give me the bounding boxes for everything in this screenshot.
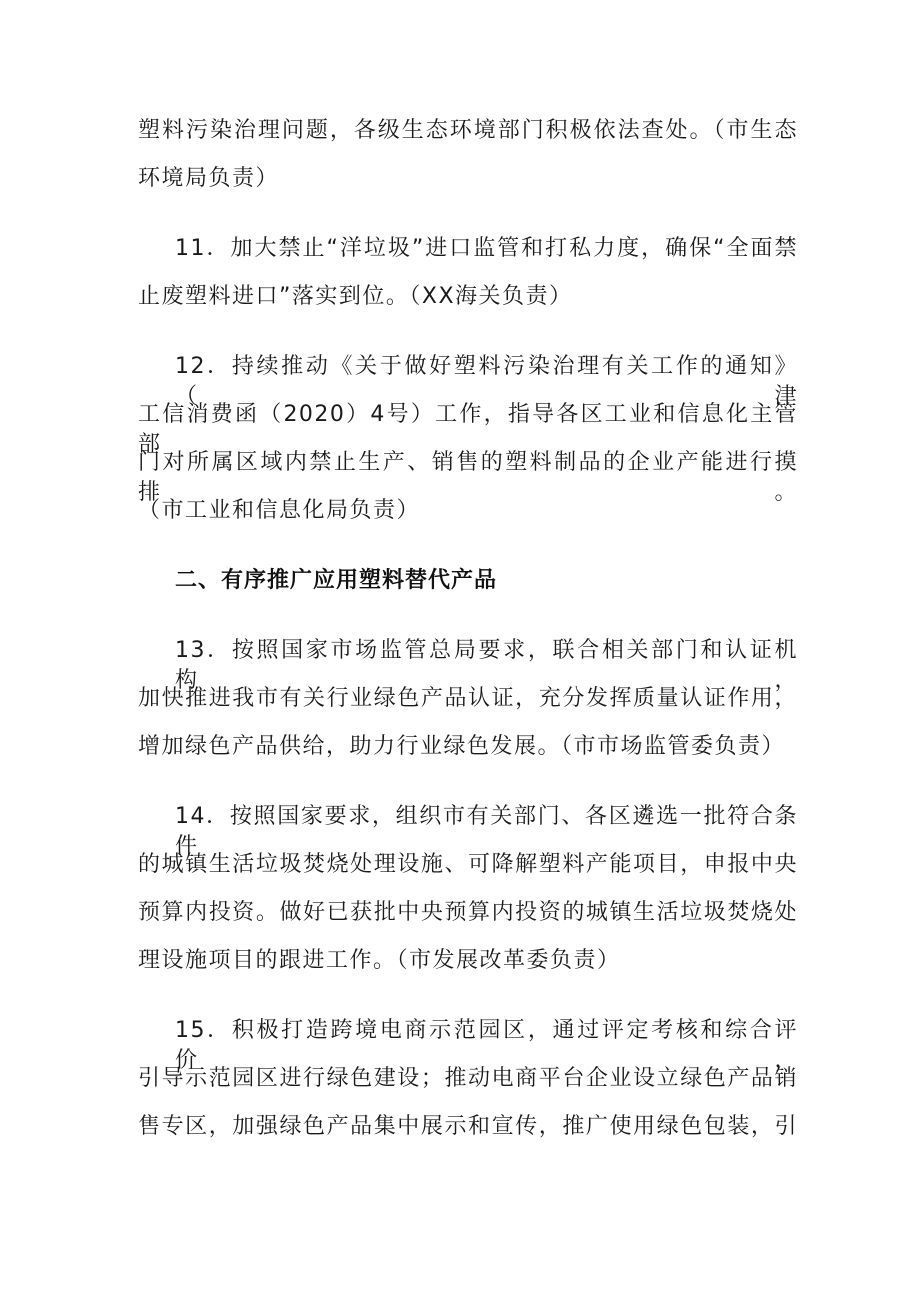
text-line: 环境局负责） [138,166,280,191]
text-line: 门对所属区域内禁止生产、销售的塑料制品的企业产能进行摸排。 [138,450,798,505]
text-line: 增加绿色产品供给，助力行业绿色发展。（市市场监管委负责） [138,734,786,759]
text-line: 15．积极打造跨境电商示范园区，通过评定考核和综合评价， [175,1018,798,1073]
text-line: 塑料污染治理问题，各级生态环境部门积极依法查处。（市生态 [138,118,798,143]
text-line: 12．持续推动《关于做好塑料污染治理有关工作的通知》（津 [175,354,798,409]
text-line: 13．按照国家市场监管总局要求，联合相关部门和认证机构， [175,638,798,693]
section-heading: 二、有序推广应用塑料替代产品 [175,568,498,593]
text-line: 14．按照国家要求，组织市有关部门、各区遴选一批符合条件 [175,804,798,859]
text-line: 理设施项目的跟进工作。（市发展改革委负责） [138,948,621,973]
text-line: （市工业和信息化局负责） [138,498,421,523]
text-line: 的城镇生活垃圾焚烧处理设施、可降解塑料产能项目，申报中央 [138,852,798,877]
text-line: 售专区，加强绿色产品集中展示和宣传，推广使用绿色包装，引 [138,1114,798,1139]
text-line: 预算内投资。做好已获批中央预算内投资的城镇生活垃圾焚烧处 [138,900,798,925]
text-line: 止废塑料进口”落实到位。（XX海关负责） [138,284,573,309]
text-line: 引导示范园区进行绿色建设；推动电商平台企业设立绿色产品销 [138,1066,798,1091]
text-line: 工信消费函（2020）4号）工作，指导各区工业和信息化主管部 [138,402,798,457]
text-line: 11．加大禁止“洋垃圾”进口监管和打私力度，确保“全面禁 [175,236,798,261]
text-line: 加快推进我市有关行业绿色产品认证，充分发挥质量认证作用， [138,686,798,711]
